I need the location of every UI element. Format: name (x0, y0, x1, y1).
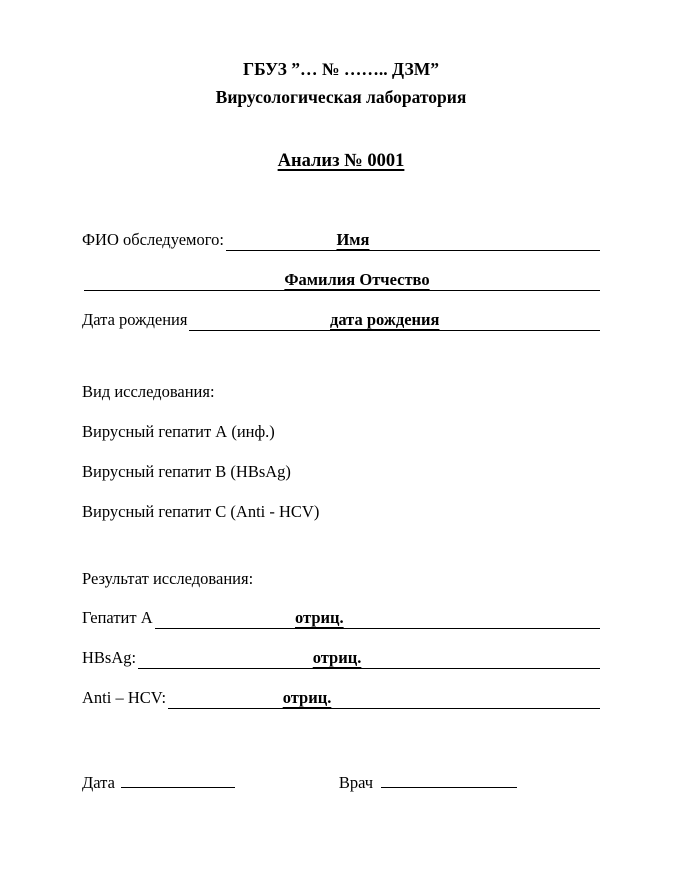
results-section-label: Результат исследования: (82, 569, 254, 588)
result-value-hbsag: отриц. (312, 648, 362, 667)
fio-line-2 (84, 270, 600, 291)
result-label-hbsag: HBsAg: (82, 648, 137, 667)
test-item-hepatitis-a: Вирусный гепатит А (инф.) (82, 422, 275, 441)
result-label-anti-hcv: Anti – HCV: (82, 688, 167, 707)
test-item-hepatitis-c: Вирусный гепатит С (Anti - HCV) (82, 502, 320, 521)
fio-row-2 (82, 270, 600, 291)
result-value-hepatitis-a: отриц. (294, 608, 344, 627)
clinic-name: ГБУЗ ”… № …….. ДЗМ” (242, 59, 439, 79)
date-blank-line (121, 769, 235, 788)
lab-name: Вирусологическая лаборатория (215, 87, 467, 107)
dob-row (82, 310, 600, 331)
patient-dob: дата рождения (330, 310, 440, 329)
fio-label: ФИО обследуемого: (82, 230, 224, 249)
patient-surname-patronymic: Фамилия Отчество (284, 270, 430, 289)
signature-row (82, 769, 600, 793)
test-type-section-label: Вид исследования: (82, 382, 215, 401)
result-row-anti-hcv (82, 688, 600, 709)
fio-line-1 (226, 230, 600, 251)
result-line-anti-hcv (168, 688, 600, 709)
dob-line (189, 310, 600, 331)
analysis-title: Анализ № 0001 (277, 151, 405, 171)
result-row-hbsag (82, 648, 600, 669)
date-label: Дата (82, 773, 115, 792)
result-row-hepatitis-a (82, 608, 600, 629)
patient-first-name: Имя (336, 230, 370, 249)
result-value-anti-hcv: отриц. (282, 688, 332, 707)
test-item-hepatitis-b: Вирусный гепатит В (HBsAg) (82, 462, 291, 481)
result-line-hbsag (138, 648, 600, 669)
result-label-hepatitis-a: Гепатит А (82, 608, 153, 627)
fio-row (82, 230, 600, 251)
doctor-label: Врач (338, 773, 374, 792)
clinic-header (82, 55, 600, 111)
title-row (82, 149, 600, 173)
result-line-hepatitis-a (155, 608, 600, 629)
dob-label: Дата рождения (82, 310, 188, 329)
doctor-blank-line (381, 769, 517, 788)
